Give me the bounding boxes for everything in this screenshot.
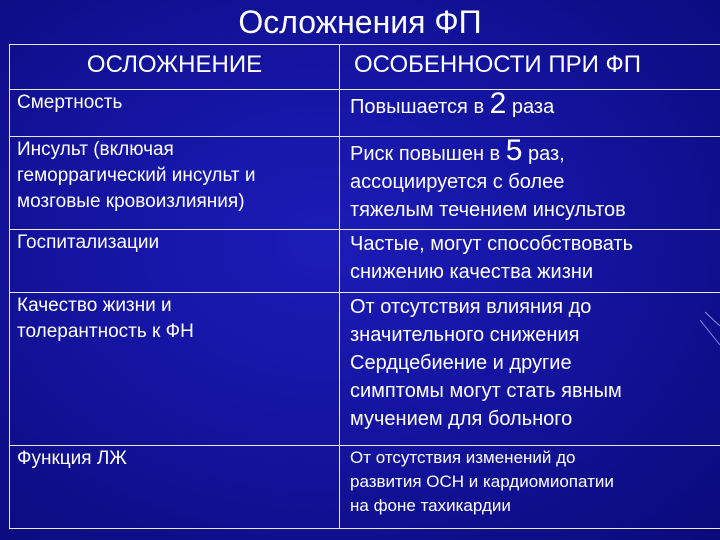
complication-cell <box>10 230 340 293</box>
complications-table <box>9 44 720 529</box>
feature-line: развития ОСН и кардиомиопатии <box>350 472 614 491</box>
feature-text-post: раз, <box>522 143 565 165</box>
table-row <box>10 230 720 293</box>
feature-line: От отсутствия изменений до <box>350 448 576 467</box>
feature-number: 5 <box>505 134 523 167</box>
column-header-complication: ОСЛОЖНЕНИЕ <box>10 45 340 90</box>
feature-line: тяжелым течением инсультов <box>350 199 626 221</box>
feature-line: ассоциируется с более <box>350 171 565 193</box>
feature-text-pre: Риск повышен в <box>350 143 506 165</box>
feature-line: симптомы могут стать явным <box>350 380 622 402</box>
complication-line: Качество жизни и <box>17 295 172 316</box>
column-header-features: ОСОБЕННОСТИ ПРИ ФП <box>340 45 720 90</box>
feature-cell <box>340 293 720 446</box>
feature-text-pre: Повышается в <box>350 96 490 118</box>
feature-line: Частые, могут способствовать <box>350 233 633 255</box>
feature-line: Сердцебиение и другие <box>350 352 572 374</box>
table-row <box>10 137 720 230</box>
feature-text-post: раза <box>506 96 555 118</box>
complication-text: Функция ЛЖ <box>17 448 127 469</box>
complication-cell <box>10 446 340 529</box>
feature-cell <box>340 446 720 529</box>
table-row <box>10 90 720 137</box>
complication-line: толерантность к ФН <box>17 321 194 342</box>
feature-first-line <box>350 134 714 168</box>
table-row <box>10 293 720 446</box>
feature-cell <box>340 230 720 293</box>
feature-line: мучением для больного <box>350 408 573 430</box>
complication-line: Инсульт (включая <box>17 139 174 160</box>
table-header-row <box>10 45 720 90</box>
complication-text: Госпитализации <box>17 232 160 253</box>
feature-line: снижению качества жизни <box>350 261 594 283</box>
feature-number: 2 <box>489 87 507 120</box>
feature-line: на фоне тахикардии <box>350 496 511 515</box>
feature-line: значительного снижения <box>350 324 580 346</box>
complication-cell <box>10 137 340 230</box>
feature-cell <box>340 134 720 230</box>
complication-line: геморрагический инсульт и <box>17 165 256 186</box>
complication-text: Смертность <box>17 92 123 113</box>
complication-cell <box>10 293 340 446</box>
slide-title: Осложнения ФП <box>238 4 482 40</box>
feature-line: От отсутствия влияния до <box>350 296 592 318</box>
complication-cell <box>10 90 340 137</box>
feature-cell <box>340 87 720 137</box>
complication-line: мозговые кровоизлияния) <box>17 191 245 212</box>
table-row <box>10 446 720 529</box>
